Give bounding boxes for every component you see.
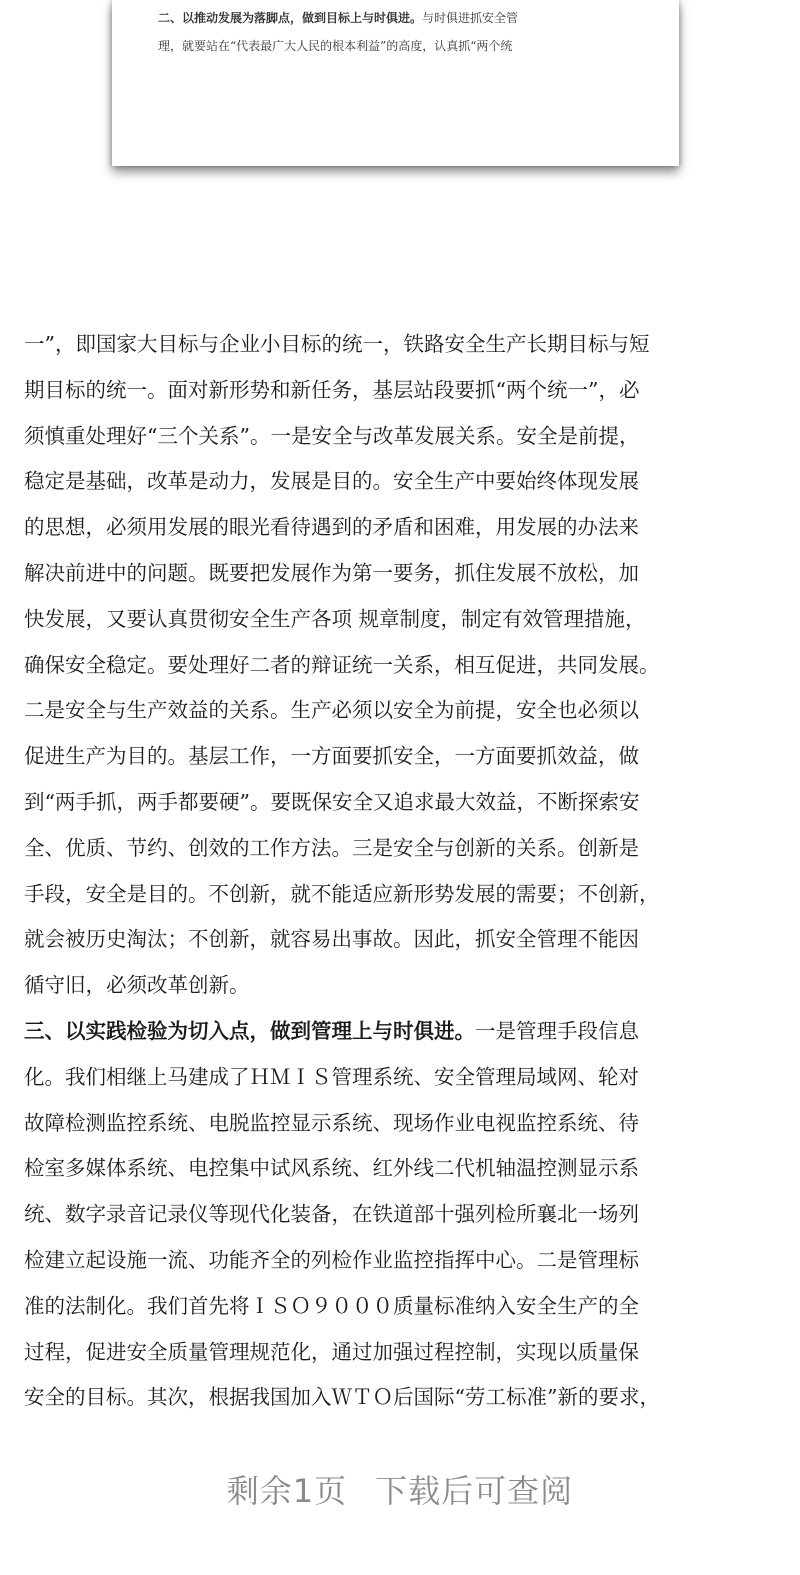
preview-card-text [158,4,648,60]
preview-card-line1-rest: 与时俱进抓安全管 [422,11,519,25]
body-line: 化。我们相继上马建成了ＨＭＩＳ管理系统、安全管理局域网、轮对 [24,1064,639,1089]
body-line: 循守旧，必须改革创新。 [24,973,250,998]
download-prompt[interactable] [0,1466,800,1512]
section-3-heading: 三、以实践检验为切入点，做到管理上与时俱进。 [24,1018,475,1043]
body-line: 手段，安全是目的。不创新，就不能适应新形势发展的需要；不创新， [24,881,660,906]
body-line: 须慎重处理好“三个关系”。一是安全与改革发展关系。安全是前提， [24,423,640,448]
body-line: 过程，促进安全质量管理规范化，通过加强过程控制，实现以质量保 [24,1339,639,1364]
body-line: 稳定是基础，改革是动力，发展是目的。安全生产中要始终体现发展 [24,469,639,494]
preview-card-heading: 二、以推动发展为落脚点，做到目标上与时俱进。 [158,11,423,25]
body-line: 促进生产为目的。基层工作，一方面要抓安全，一方面要抓效益，做 [24,744,639,769]
body-line: 安全的目标。其次，根据我国加入ＷＴＯ后国际“劳工标准”新的要求， [24,1385,660,1410]
body-line: 期目标的统一。面对新形势和新任务，基层站段要抓“两个统一”，必 [24,377,640,402]
body-line: 解决前进中的问题。既要把发展作为第一要务，抓住发展不放松，加 [24,560,639,585]
preview-card-line-2: 理，就要站在“代表最广大人民的根本利益”的高度，认真抓“两个统 [158,39,513,53]
body-line: 检室多媒体系统、电控集中试风系统、红外线二代机轴温控测显示系 [24,1156,639,1181]
download-to-view-label: 下载后可查阅 [375,1472,574,1510]
section-3-first-line-rest: 一是管理手段信息 [475,1018,639,1043]
body-line: 到“两手抓，两手都要硬”。要既保安全又追求最大效益，不断探索安 [24,789,640,814]
section-3-first-line [24,1009,784,1055]
remaining-pages-label: 剩余1页 [226,1472,348,1510]
body-line: 就会被历史淘汰；不创新，就容易出事故。因此，抓安全管理不能因 [24,927,639,952]
body-line: 检建立起设施一流、功能齐全的列检作业监控指挥中心。二是管理标 [24,1247,639,1272]
preview-card-line-1 [158,4,648,32]
document-body [24,322,784,1421]
body-line: 故障检测监控系统、电脱监控显示系统、现场作业电视监控系统、待 [24,1110,639,1135]
body-line: 的思想，必须用发展的眼光看待遇到的矛盾和困难，用发展的办法来 [24,515,639,540]
body-line: 一”，即国家大目标与企业小目标的统一，铁路安全生产长期目标与短 [24,332,650,356]
body-line: 全、优质、节约、创效的工作方法。三是安全与创新的关系。创新是 [24,835,639,860]
body-line: 二是安全与生产效益的关系。生产必须以安全为前提，安全也必须以 [24,698,639,723]
body-line: 快发展，又要认真贯彻安全生产各项 规章制度，制定有效管理措施， [24,606,646,631]
body-line: 准的法制化。我们首先将ＩＳＯ９０００质量标准纳入安全生产的全 [24,1293,639,1318]
document-preview-card [112,0,679,166]
body-line: 统、数字录音记录仪等现代化装备，在铁道部十强列检所襄北一场列 [24,1202,639,1227]
body-line: 确保安全稳定。要处理好二者的辩证统一关系，相互促进，共同发展。 [24,652,660,677]
